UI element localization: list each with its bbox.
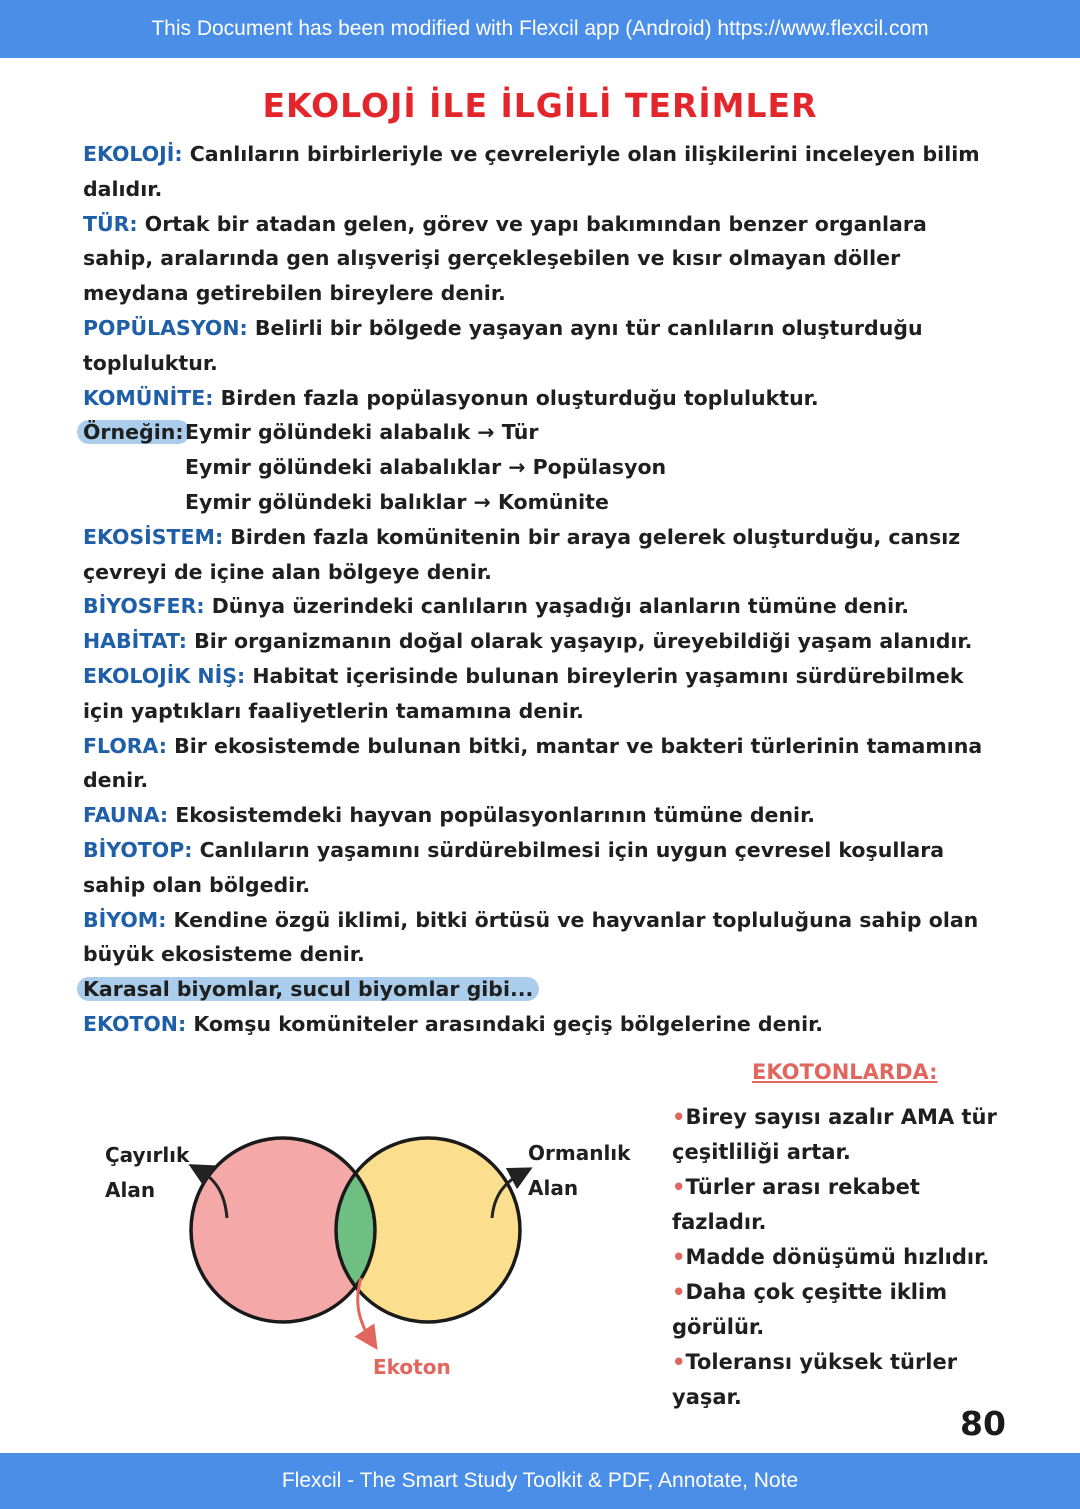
term-text: Bir organizmanın doğal olarak yaşayıp, üreyebildiği yaşam alanıdır. <box>194 629 973 654</box>
list-item <box>672 1275 1007 1345</box>
term-label: FAUNA: <box>83 803 169 828</box>
term-text: Kendine özgü iklimi, bitki örtüsü ve hayvanlar topluluğuna sahip olan büyük ekosisteme denir. <box>83 907 979 967</box>
term-label: EKOTON: <box>83 1011 187 1036</box>
list-item <box>672 1345 1007 1415</box>
term-label: TÜR: <box>83 211 138 236</box>
term-label: BİYOTOP: <box>83 837 193 862</box>
term-text: Birden fazla komünitenin bir araya gelerek oluşturduğu, cansız çevreyi de içine alan bölgeye denir. <box>83 524 961 584</box>
term-text: Belirli bir bölgede yaşayan aynı tür canlıların oluşturduğu topluluktur. <box>83 315 923 375</box>
example-line-2: Eymir gölündeki alabalıklar → Popülasyon <box>185 455 667 480</box>
definition-biyotop <box>83 833 998 903</box>
ekotonlarda-list <box>672 1100 1007 1415</box>
term-label: HABİTAT: <box>83 629 188 654</box>
term-text: Ekosistemdeki hayvan popülasyonlarının tümüne denir. <box>175 803 816 828</box>
definition-ekoloji <box>83 137 998 207</box>
bullet-icon: • <box>672 1105 686 1129</box>
flexcil-footer-banner: Flexcil - The Smart Study Toolkit & PDF, Annotate, Note <box>0 1453 1080 1509</box>
term-text: Canlıların birbirleriyle ve çevreleriyle olan ilişkilerini inceleyen bilim dalıdır. <box>83 142 980 201</box>
list-item-text: Toleransı yüksek türler yaşar. <box>672 1350 958 1409</box>
definition-ekolojik-nis <box>83 659 998 729</box>
flexcil-header-banner: This Document has been modified with Flexcil app (Android) https://www.flexcil.com <box>0 0 1080 58</box>
forest-label-1: Ormanlık <box>528 1141 631 1165</box>
grassland-label-1: Çayırlık <box>105 1143 190 1167</box>
biyom-note-row <box>83 972 998 1007</box>
definition-tur <box>83 207 998 311</box>
definition-ekoton <box>83 1007 998 1042</box>
list-item <box>672 1170 1007 1240</box>
term-text: Komşu komüniteler arasındaki geçiş bölgelerine denir. <box>193 1011 824 1036</box>
ekotonlarda-heading: EKOTONLARDA: <box>752 1060 938 1084</box>
list-item-text: Birey sayısı azalır AMA tür çeşitliliği artar. <box>672 1105 997 1164</box>
term-text: Bir ekosistemde bulunan bitki, mantar ve bakteri türlerinin tamamına denir. <box>83 733 983 793</box>
example-line-3: Eymir gölündeki balıklar → Komünite <box>185 489 609 514</box>
term-text: Birden fazla popülasyonun oluşturduğu topluluktur. <box>220 385 819 410</box>
page-title: EKOLOJİ İLE İLGİLİ TERİMLER <box>262 86 818 125</box>
definitions-body <box>83 137 998 1042</box>
term-label: BİYOM: <box>83 907 167 932</box>
list-item <box>672 1100 1007 1170</box>
definition-populasyon <box>83 311 998 381</box>
term-label: FLORA: <box>83 733 167 758</box>
definition-biyosfer <box>83 589 998 624</box>
grassland-label-2: Alan <box>105 1178 156 1202</box>
term-text: Canlıların yaşamını sürdürebilmesi için uygun çevresel koşullara sahip olan bölgedir. <box>83 837 945 897</box>
term-label: KOMÜNİTE: <box>83 385 214 410</box>
definition-flora <box>83 729 998 799</box>
ecotone-label: Ekoton <box>373 1355 451 1379</box>
definition-fauna <box>83 798 998 833</box>
definition-komunite <box>83 381 998 416</box>
bullet-icon: • <box>672 1280 686 1304</box>
bullet-icon: • <box>672 1175 686 1199</box>
page-number: 80 <box>960 1404 1006 1443</box>
term-label: BİYOSFER: <box>83 594 205 619</box>
term-label: EKOSİSTEM: <box>83 524 224 549</box>
definition-ekosistem <box>83 520 998 590</box>
definition-biyom <box>83 903 998 973</box>
term-text: Dünya üzerindeki canlıların yaşadığı alanların tümüne denir. <box>211 594 910 619</box>
term-text: Habitat içerisinde bulunan bireylerin yaşamını sürdürebilmek için yaptıkları faaliyetlerin tamamına denir. <box>83 663 964 723</box>
bullet-icon: • <box>672 1350 686 1374</box>
list-item-text: Türler arası rekabet fazladır. <box>672 1175 920 1234</box>
term-label: POPÜLASYON: <box>83 315 248 340</box>
term-label: EKOLOJİK NİŞ: <box>83 663 246 688</box>
example-label: Örneğin: <box>77 420 190 444</box>
list-item-text: Daha çok çeşitte iklim görülür. <box>672 1280 948 1339</box>
term-label: EKOLOJİ: <box>83 142 183 166</box>
list-item <box>672 1240 1007 1275</box>
forest-label-2: Alan <box>528 1176 579 1200</box>
definition-habitat <box>83 624 998 659</box>
example-label-wrap <box>83 415 185 450</box>
term-text: Ortak bir atadan gelen, görev ve yapı bakımından benzer organlara sahip, aralarında gen alışverişi gerçekleşebilen ve kısır olmayan döller meydana getirebilen bireylere denir. <box>83 211 927 306</box>
example-row <box>83 415 998 450</box>
example-line-1: Eymir gölündeki alabalık → Tür <box>185 420 539 445</box>
ekoton-venn-diagram <box>95 1100 655 1400</box>
list-item-text: Madde dönüşümü hızlıdır. <box>685 1245 990 1269</box>
bullet-icon: • <box>672 1245 686 1269</box>
biyom-note: Karasal biyomlar, sucul biyomlar gibi... <box>77 977 539 1001</box>
